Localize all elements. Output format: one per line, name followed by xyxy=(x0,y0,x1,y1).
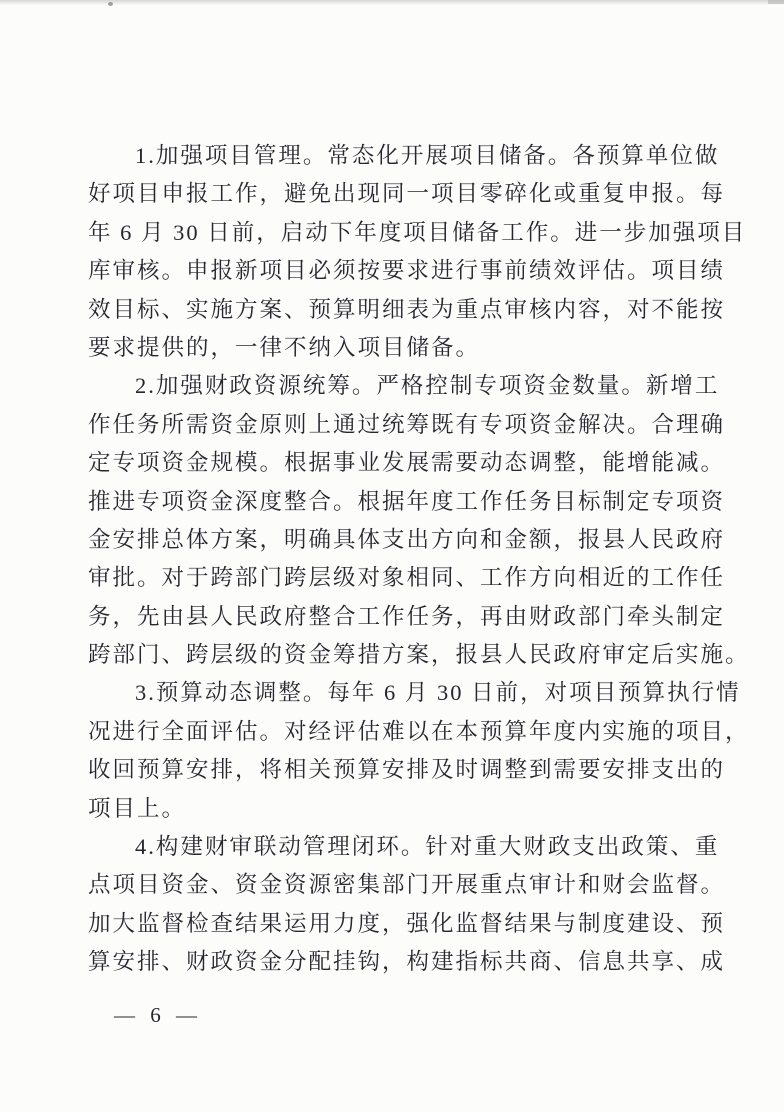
text-line: 4.构建财审联动管理闭环。针对重大财政支出政策、重 xyxy=(135,834,720,860)
text-line: 算安排、财政资金分配挂钩，构建指标共商、信息共享、成 xyxy=(88,949,726,975)
text-line: 务，先由县人民政府整合工作任务，再由财政部门牵头制定 xyxy=(88,603,726,629)
text-line: 点项目资金、资金资源密集部门开展重点审计和财会监督。 xyxy=(88,872,726,898)
scan-artifact-top-band xyxy=(0,0,784,5)
scan-artifact-speck xyxy=(108,2,113,6)
text-line: 要求提供的，一律不纳入项目储备。 xyxy=(88,334,481,360)
text-line: 效目标、实施方案、预算明细表为重点审核内容，对不能按 xyxy=(88,296,726,322)
text-line: 加大监督检查结果运用力度，强化监督结果与制度建设、预 xyxy=(88,910,726,936)
page-number: — 6 — xyxy=(114,1003,202,1027)
text-line: 2.加强财政资源统筹。严格控制专项资金数量。新增工 xyxy=(135,373,720,399)
text-line: 好项目申报工作，避免出现同一项目零碎化或重复申报。每 xyxy=(88,181,726,207)
text-line: 1.加强项目管理。常态化开展项目储备。各预算单位做 xyxy=(135,143,720,168)
text-line: 项目上。 xyxy=(88,795,187,821)
text-line: 审批。对于跨部门跨层级对象相同、工作方向相近的工作任 xyxy=(88,565,726,591)
scan-artifact-corner xyxy=(768,0,784,4)
document-body xyxy=(88,137,750,982)
text-line: 金安排总体方案，明确具体支出方向和金额，报县人民政府 xyxy=(88,526,726,552)
text-line: 跨部门、跨层级的资金筹措方案，报县人民政府审定后实施。 xyxy=(88,642,750,668)
text-line: 况进行全面评估。对经评估难以在本预算年度内实施的项目， xyxy=(88,718,750,744)
text-line: 库审核。申报新项目必须按要求进行事前绩效评估。项目绩 xyxy=(88,258,726,284)
text-line: 推进专项资金深度整合。根据年度工作任务目标制定专项资 xyxy=(88,488,726,514)
text-line: 3.预算动态调整。每年 6 月 30 日前，对项目预算执行情 xyxy=(135,680,741,706)
text-line: 作任务所需资金原则上通过统筹既有专项资金解决。合理确 xyxy=(88,411,726,437)
text-line: 年 6 月 30 日前，启动下年度项目储备工作。进一步加强项目 xyxy=(88,219,747,245)
text-line: 收回预算安排，将相关预算安排及时调整到需要安排支出的 xyxy=(88,757,726,783)
text-line: 定专项资金规模。根据事业发展需要动态调整，能增能减。 xyxy=(88,450,726,476)
